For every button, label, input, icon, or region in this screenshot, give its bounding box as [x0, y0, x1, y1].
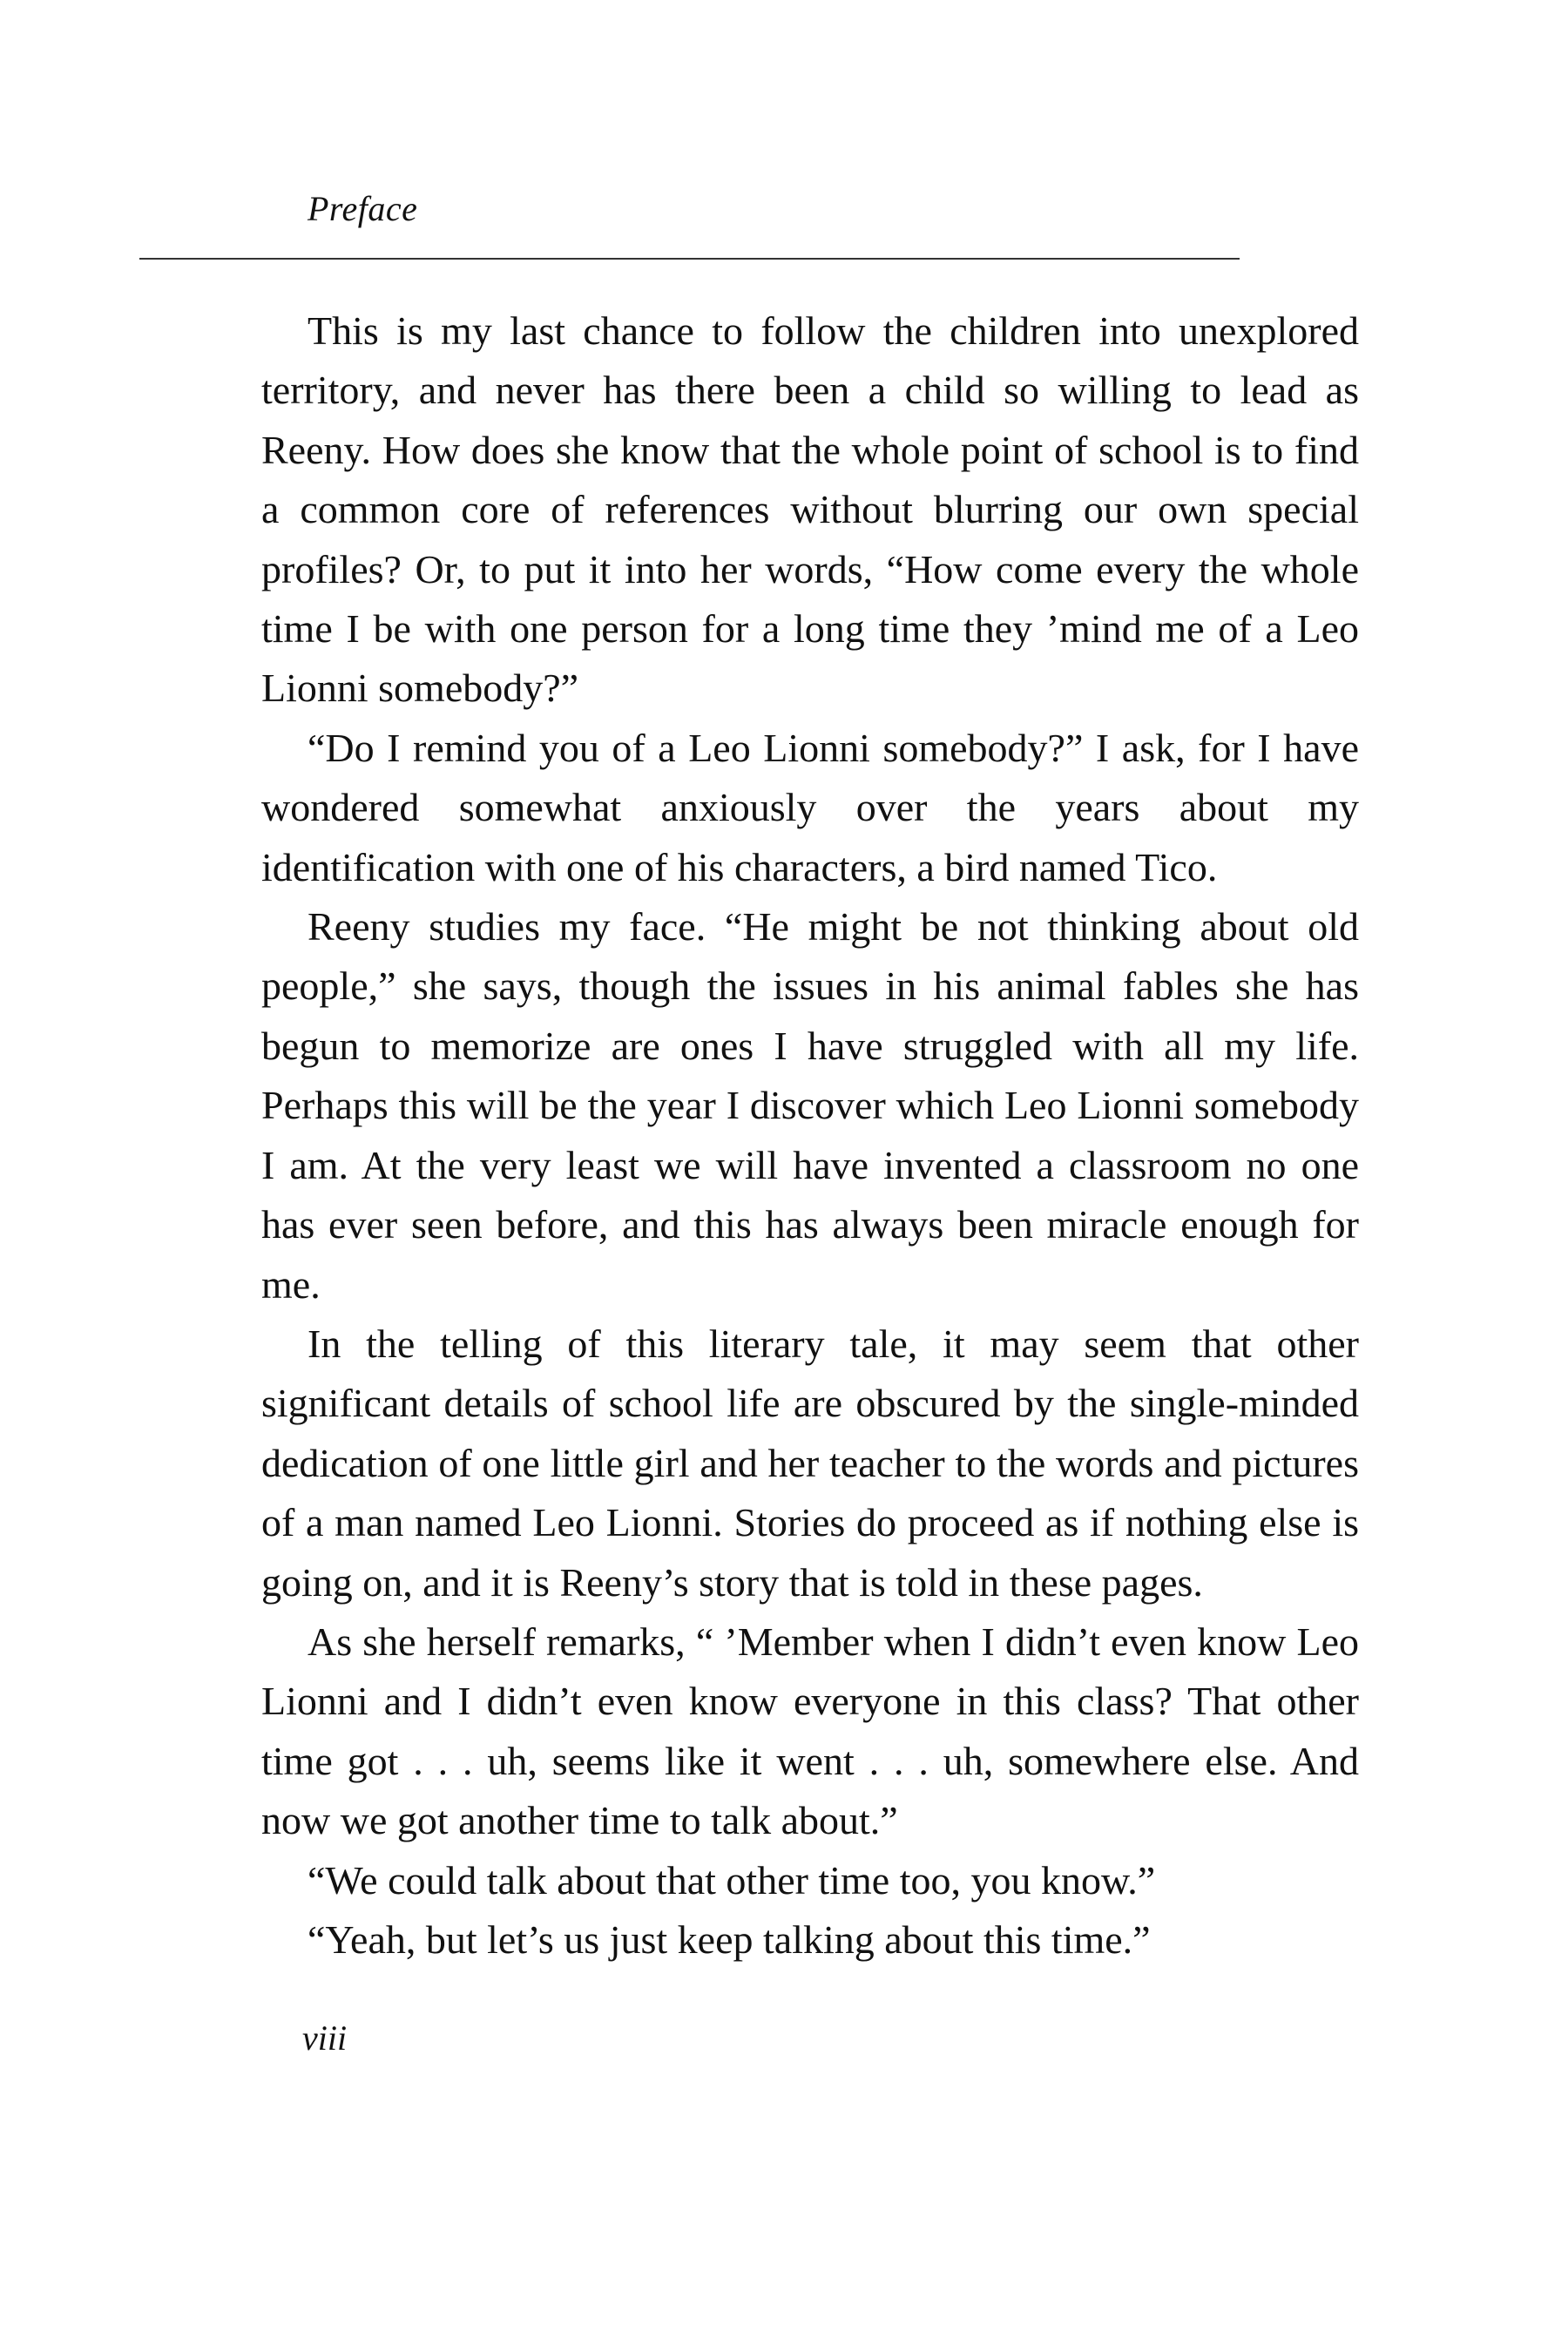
- paragraph: As she herself remarks, “ ’Member when I didn’t even know Leo Lionni and I didn’t even know everyone in this class? That other time got . . . uh, seems like it went . . . uh, somewhere else. And now we got another time to talk about.”: [261, 1619, 1359, 1843]
- body-text: [261, 301, 1359, 1970]
- paragraph: “Yeah, but let’s us just keep talking about this time.”: [308, 1916, 1151, 1962]
- paragraph: “We could talk about that other time too, you know.”: [308, 1857, 1156, 1903]
- paragraph: Reeny studies my face. “He might be not thinking about old people,” she says, though the issues in his animal fables she has begun to memorize are ones I have struggled with all my life. Perhaps this will be the year I discover which Leo Lionni somebody I am. At the very least we will have invented a classroom no one has ever seen before, and this has always been miracle enough for me.: [261, 904, 1359, 1307]
- header-rule: [139, 258, 1240, 260]
- paragraph: In the telling of this literary tale, it may seem that other significant details of school life are obscured by the single-minded dedication of one little girl and her teacher to the words and pictures of a man named Leo Lionni. Stories do proceed as if nothing else is going on, and it is Reeny’s story that is told in these pages.: [261, 1321, 1359, 1605]
- paragraph: “Do I remind you of a Leo Lionni somebody?” I ask, for I have wondered somewhat anxiously over the years about my identification with one of his characters, a bird named Tico.: [261, 725, 1359, 889]
- page-number: viii: [302, 2018, 348, 2058]
- paragraph: This is my last chance to follow the children into unexplored territory, and never has there been a child so willing to lead as Reeny. How does she know that the whole point of school is to find a common core of references without blurring our own special profiles? Or, to put it into her words, “How come every the whole time I be with one person for a long time they ’mind me of a Leo Lionni somebody?”: [261, 308, 1359, 711]
- running-head: Preface: [308, 189, 418, 228]
